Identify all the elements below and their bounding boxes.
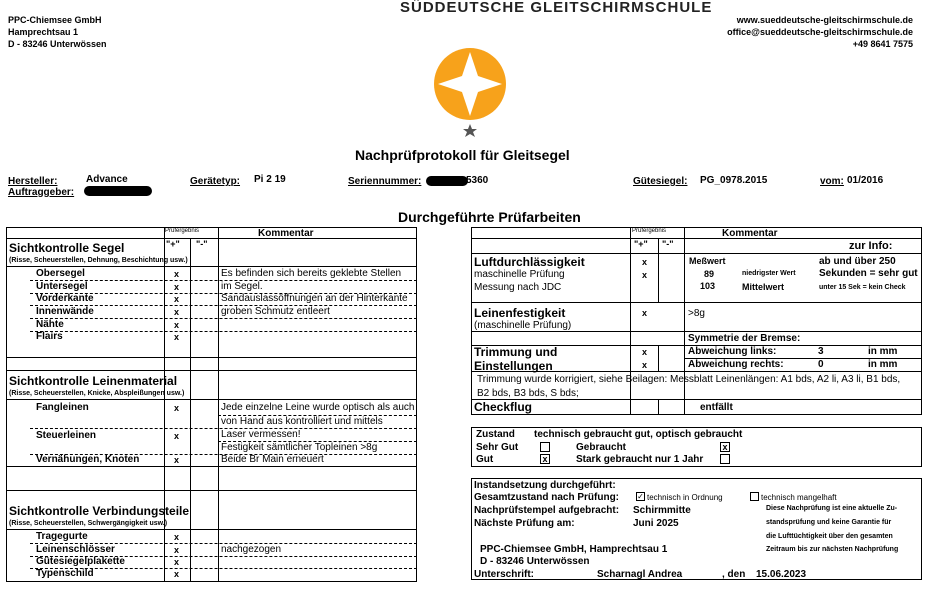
seriennummer-suffix: 5360 <box>466 175 489 186</box>
comment-innenwaende: groben Schmutz entleert <box>221 306 330 317</box>
symmetrie-label: Symmetrie der Bremse: <box>688 333 801 344</box>
trimm-title-1: Trimmung und <box>474 345 558 359</box>
comment-vernaehungen: Beide Br Main erneuert <box>221 454 324 465</box>
checkbox-in-ordnung[interactable]: ✓ <box>637 492 644 501</box>
row-guetesiegelplakette: Gütesiegelplakette <box>36 556 125 567</box>
row-innenwaende: Innenwände <box>36 306 94 317</box>
comment-fangleinen: Jede einzelne Leine wurde optisch als auch <box>221 402 415 413</box>
leinen-sub: (Risse, Scheuerstellen, Knicke, Abspleißungen usw.) <box>9 390 185 397</box>
signer-name: Scharnagl Andrea <box>597 569 683 580</box>
mark-typenschild: x <box>174 569 180 579</box>
r-col-plus: "+" <box>634 239 648 249</box>
col-minus: "-" <box>196 239 208 249</box>
vom-value: 01/2016 <box>847 175 884 186</box>
checkflug-value: entfällt <box>700 402 733 413</box>
row-untersegel: Untersegel <box>36 281 88 292</box>
mark-naehte: x <box>174 320 180 330</box>
contact-email[interactable]: office@sueddeutsche-gleitschirmschule.de <box>727 27 913 37</box>
checkbox-sehr-gut[interactable] <box>540 442 550 452</box>
luft-info-3: unter 15 Sek = kein Check <box>819 284 906 291</box>
trimm-mark-2: x <box>642 360 648 370</box>
mark-obersegel: x <box>174 269 180 279</box>
mark-guetesiegelplakette: x <box>174 557 180 567</box>
instand-label-4: Nächste Prüfung am: <box>474 518 575 529</box>
row-vernaehungen: Vernähungen, Knoten <box>36 454 140 465</box>
leinenfestigkeit-title: Leinenfestigkeit <box>474 306 566 320</box>
abweichung-links: Abweichung links: <box>688 346 777 357</box>
doc-title: Nachprüfprotokoll für Gleitsegel <box>355 147 570 163</box>
checkbox-gebraucht[interactable]: x <box>720 442 730 452</box>
leinen-title: Sichtkontrolle Leinenmaterial <box>9 374 178 388</box>
den-label: , den <box>722 569 746 580</box>
zustand-gebraucht: Gebraucht <box>576 442 627 453</box>
hersteller-label: Hersteller: <box>8 176 58 187</box>
abweichung-rechts: Abweichung rechts: <box>688 359 784 370</box>
row-leinenschloesser: Leinenschlösser <box>36 544 115 555</box>
col-pruefergebnis: Prüfergebnis <box>165 228 200 234</box>
segel-sub: (Risse, Scheuerstellen, Dehnung, Beschichtung usw.) <box>9 257 188 264</box>
zustand-label: Zustand <box>476 429 515 440</box>
r-col-kommentar: Kommentar <box>722 228 778 239</box>
verbindung-title: Sichtkontrolle Verbindungsteile <box>9 504 190 518</box>
mark-flairs: x <box>174 332 180 342</box>
comment-leinenschloesser: nachgezogen <box>221 544 282 555</box>
comment-obersegel: Es befinden sich bereits geklebte Stellen <box>221 268 402 279</box>
checkbox-mangelhaft[interactable] <box>750 492 759 501</box>
r-col-minus: "-" <box>662 239 674 249</box>
mark-steuerleinen: x <box>174 431 180 441</box>
zur-info: zur Info: <box>849 240 893 252</box>
trimm-mark-1: x <box>642 347 648 357</box>
luft-line-2: Messung nach JDC <box>474 282 562 293</box>
row-typenschild: Typenschild <box>36 568 94 579</box>
mark-leinenschloesser: x <box>174 545 180 555</box>
disclaimer-4: Zeitraum bis zur nächsten Nachprüfung <box>766 546 899 553</box>
comment-vorderkante: Sandauslassöffnungen an der Hinterkante <box>221 293 408 304</box>
abweichung-rechts-value: 0 <box>818 359 824 370</box>
hersteller-value: Advance <box>86 174 128 185</box>
luft-info-2: Sekunden = sehr gut <box>819 268 918 279</box>
mark-vernaehungen: x <box>174 455 180 465</box>
luft-messwert: Meßwert <box>689 256 726 266</box>
disclaimer-2: standsprüfung und keine Garantie für <box>766 519 892 526</box>
instand-label-2: Gesamtzustand nach Prüfung: <box>474 492 620 503</box>
trimm-title-2: Einstellungen <box>474 359 553 373</box>
zustand-sehr-gut: Sehr Gut <box>476 442 519 453</box>
r-col-pruefergebnis: Prüfergebnis <box>632 228 667 234</box>
leinenfestigkeit-mark: x <box>642 308 648 318</box>
luft-note-2: Mittelwert <box>742 282 785 292</box>
mark-innenwaende: x <box>174 307 180 317</box>
luft-note-1: niedrigster Wert <box>742 270 796 277</box>
signature-date: 15.06.2023 <box>756 569 807 580</box>
leinenfestigkeit-value: >8g <box>688 308 705 319</box>
section-title: Durchgeführte Prüfarbeiten <box>398 209 581 225</box>
contact-phone: +49 8641 7575 <box>852 39 913 49</box>
signature-label: Unterschrift: <box>474 569 535 580</box>
checkbox-gut[interactable]: x <box>540 454 550 464</box>
redacted-serial <box>426 176 468 186</box>
vom-label: vom: <box>820 176 844 187</box>
unit-rechts: in mm <box>868 359 898 370</box>
row-obersegel: Obersegel <box>36 268 85 279</box>
col-plus: "+" <box>166 239 180 249</box>
geraetetyp-label: Gerätetyp: <box>190 176 241 187</box>
stamp-city: D - 83246 Unterwössen <box>480 556 590 567</box>
disclaimer-1: Diese Nachprüfung ist eine aktuelle Zu- <box>766 505 898 512</box>
disclaimer-3: die Lufttüchtigkeit über den gesamten <box>766 533 893 540</box>
row-fangleinen: Fangleinen <box>36 402 89 413</box>
zustand-gut: Gut <box>476 454 494 465</box>
stempel-value: Schirmmitte <box>633 505 691 516</box>
row-steuerleinen: Steuerleinen <box>36 430 97 441</box>
row-flairs: Flairs <box>36 331 63 342</box>
luft-value-1: 89 <box>704 269 715 279</box>
option-in-ordnung: technisch in Ordnung <box>647 493 723 502</box>
mark-fangleinen: x <box>174 403 180 413</box>
segel-title: Sichtkontrolle Segel <box>9 241 125 255</box>
logo-text: SÜDDEUTSCHE GLEITSCHIRMSCHULE <box>400 0 713 16</box>
trimm-note-1: Trimmung wurde korrigiert, siehe Beilagen: Messblatt Leinenlängen: A1 bds, A2 li, A3 li, B1 bds, <box>477 374 901 385</box>
comment-untersegel: im Segel. <box>221 281 263 292</box>
contact-web[interactable]: www.sueddeutsche-gleitschirmschule.de <box>736 15 913 25</box>
luft-mark-2: x <box>642 270 648 280</box>
seriennummer-label: Seriennummer: <box>348 176 422 187</box>
auftraggeber-label: Auftraggeber: <box>8 187 75 198</box>
luft-title: Luftdurchlässigkeit <box>474 255 585 269</box>
zustand-desc: technisch gebraucht gut, optisch gebraucht <box>534 429 743 440</box>
row-naehte: Nähte <box>36 319 64 330</box>
stamp-company: PPC-Chiemsee GmbH, Hamprechtsau 1 <box>480 544 668 555</box>
mark-untersegel: x <box>174 282 180 292</box>
unit-links: in mm <box>868 346 898 357</box>
zustand-stark: Stark gebraucht nur 1 Jahr <box>576 454 704 465</box>
verbindung-sub: (Risse, Scheuerstellen, Schwergängigkeit usw.) <box>9 520 168 527</box>
company-name: PPC-Chiemsee GmbH <box>8 15 102 25</box>
luft-line-1: maschinelle Prüfung <box>474 269 565 280</box>
mark-vorderkante: x <box>174 294 180 304</box>
guetesiegel-label: Gütesiegel: <box>633 176 688 187</box>
luft-info-1: ab und über 250 <box>819 256 896 267</box>
option-mangelhaft: technisch mangelhaft <box>761 493 837 502</box>
company-city: D - 83246 Unterwössen <box>8 39 107 49</box>
trimm-note-2: B2 bds, B3 bds, S bds; <box>477 388 579 399</box>
company-street: Hamprechtsau 1 <box>8 27 79 37</box>
mark-tragegurte: x <box>174 532 180 542</box>
school-logo <box>400 0 713 138</box>
checkbox-stark-gebraucht[interactable] <box>720 454 730 464</box>
luft-mark: x <box>642 257 648 267</box>
instand-label-3: Nachprüfstempel aufgebracht: <box>474 505 620 516</box>
instand-label-1: Instandsetzung durchgeführt: <box>474 480 616 491</box>
comment-steuerleinen-2: Festigkeit sämtlicher Topleinen >8g <box>221 442 378 453</box>
checkflug-title: Checkflug <box>474 400 533 414</box>
row-vorderkante: Vorderkante <box>36 293 94 304</box>
guetesiegel-value: PG_0978.2015 <box>700 175 768 186</box>
comment-fangleinen-2: von Hand aus kontrolliert und mittels <box>221 416 383 427</box>
comment-steuerleinen: Laser vermessen! <box>221 429 301 440</box>
luft-value-2: 103 <box>700 281 716 291</box>
leinenfestigkeit-sub: (maschinelle Prüfung) <box>474 320 572 331</box>
row-tragegurte: Tragegurte <box>36 531 88 542</box>
redacted-auftraggeber <box>84 186 152 196</box>
next-check-value: Juni 2025 <box>633 518 679 529</box>
geraetetyp-value: Pi 2 19 <box>254 174 286 185</box>
abweichung-links-value: 3 <box>818 346 824 357</box>
col-kommentar: Kommentar <box>258 228 314 239</box>
